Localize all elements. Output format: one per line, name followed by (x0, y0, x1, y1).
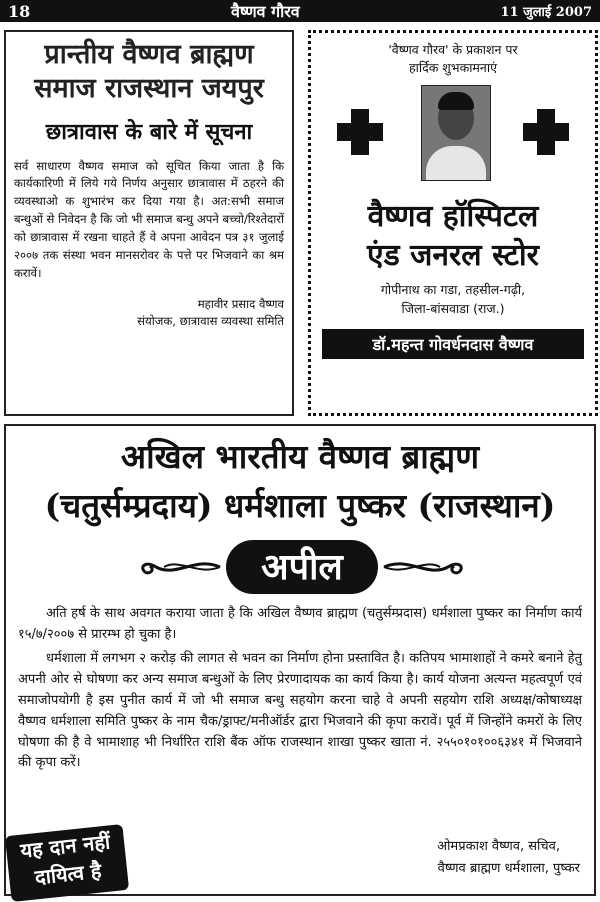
issue-date: 11 जुलाई 2007 (500, 5, 592, 20)
hospital-advert (308, 30, 598, 416)
swirl-ornament-right-icon (382, 554, 468, 580)
appeal-organisation: वैष्णव ब्राह्मण धर्मशाला, पुष्कर (437, 861, 580, 876)
address-line2: जिला-बांसवाडा (राज.) (401, 301, 505, 316)
masthead: वैष्णव गौरव (231, 2, 300, 21)
appeal-title-line1: अखिल भारतीय वैष्णव ब्राह्मण (120, 437, 480, 476)
notice-title-line1: प्रान्तीय वैष्णव ब्राह्मण (44, 39, 254, 70)
page-number: 18 (8, 1, 31, 21)
slogan-line2: दायित्व है (33, 858, 103, 890)
notice-signatory: महावीर प्रसाद वैष्णव (197, 297, 284, 312)
slogan-stamp (5, 824, 129, 902)
address-line1: गोपीनाथ का गडा, तहसील-गढ़ी, (380, 282, 526, 298)
appeal-title-line2: (चतुर्सम्प्रदाय) धर्मशाला पुष्कर (राजस्थान) (44, 485, 556, 525)
notice-designation: संयोजक, छात्रावास व्यवस्था समिति (137, 314, 284, 329)
notice-body: सर्व साधारण वैष्णव समाज को सूचित किया जाता है कि कार्यकारिणी में लिये गये निर्णय अनुसार छात्रावास में ठहरने की व्यवस्थाओ क शुभारंभ कर दिया गया है। अत:सभी समाज बन्धुओं से निवेदन है कि जो भी समाज बन्धु अपने बच्चो/रिश्तेदारों को छात्रावास में रखना चाहते हैं वे अपना आवेदन पत्र ३१ जुलाई २००७ तक संस्था भवन मानसरोवर के पत्ते पर भिजवाने का श्रम करावें। (14, 158, 284, 281)
page-header (0, 0, 600, 22)
wish-line2: हार्दिक शुभकामनाएं (408, 60, 497, 76)
notice-subtitle: छात्रावास के बारे में सूचना (45, 118, 253, 145)
hostel-notice (4, 30, 294, 416)
shop-name-line2: एंड जनरल स्टोर (367, 238, 539, 274)
appeal-paragraph-2: धर्मशाला में लगभग २ करोड़ की लागत से भवन का निर्माण होना प्रस्तावित है। कतिपय भामाशाहों ने कमरे बनाने हेतु अपनी ओर से घोषणा कर अन्य समाज बन्धुओं के लिए प्रेरणादायक का कार्य किया है। कार्य योजना अत्यन्त महत्वपूर्ण एवं समाजोपयोगी है इस पुनीत कार्य में जो भी समाज बन्धु सहयोग करना चाहे वे अपनी सहयोग राशि अध्यक्ष/कोषाध्यक्ष वैष्णव धर्मशाला समिति पुष्कर के नाम चैक/ड्राफ्ट/मनीऑर्डर द्वारा भिजवाने की कृपा करावें। पूर्व में जिन्होंने कमरों के लिए घोषणा की है वे भामाशाह भी निर्धारित राशि बैंक ऑफ राजस्थान शाखा पुष्कर खाता नं. २५५०१०१००६३४१ में भिजवाने की कृपा करें। (18, 651, 582, 771)
shop-name-line1: वैष्णव हॉस्पिटल (367, 199, 539, 235)
slogan-line1: यह दान नहीं (19, 829, 112, 863)
medical-cross-icon (523, 109, 569, 155)
notice-title-line2: समाज राजस्थान जयपुर (34, 72, 264, 104)
dharamshala-appeal (4, 424, 596, 896)
appeal-banner: अपील (226, 540, 378, 594)
appeal-signatory: ओमप्रकाश वैष्णव, सचिव, (437, 839, 560, 854)
doctor-photo (421, 85, 491, 181)
doctor-name-banner: डॉ.महन्त गोवर्धनदास वैष्णव (322, 329, 584, 359)
advert-emblem-row (317, 81, 589, 197)
swirl-ornament-left-icon (136, 554, 222, 580)
wish-line1: 'वैष्णव गौरव' के प्रकाशन पर (388, 42, 518, 57)
appeal-banner-row (18, 534, 582, 602)
medical-cross-icon (337, 109, 383, 155)
appeal-paragraph-1: अति हर्ष के साथ अवगत कराया जाता है कि अखिल वैष्णव ब्राह्मण (चतुर्सम्प्रदास) धर्मशाला पुष्कर का निर्माण कार्य १५/७/२००७ से प्रारम्भ हो चुका है। (18, 605, 582, 642)
